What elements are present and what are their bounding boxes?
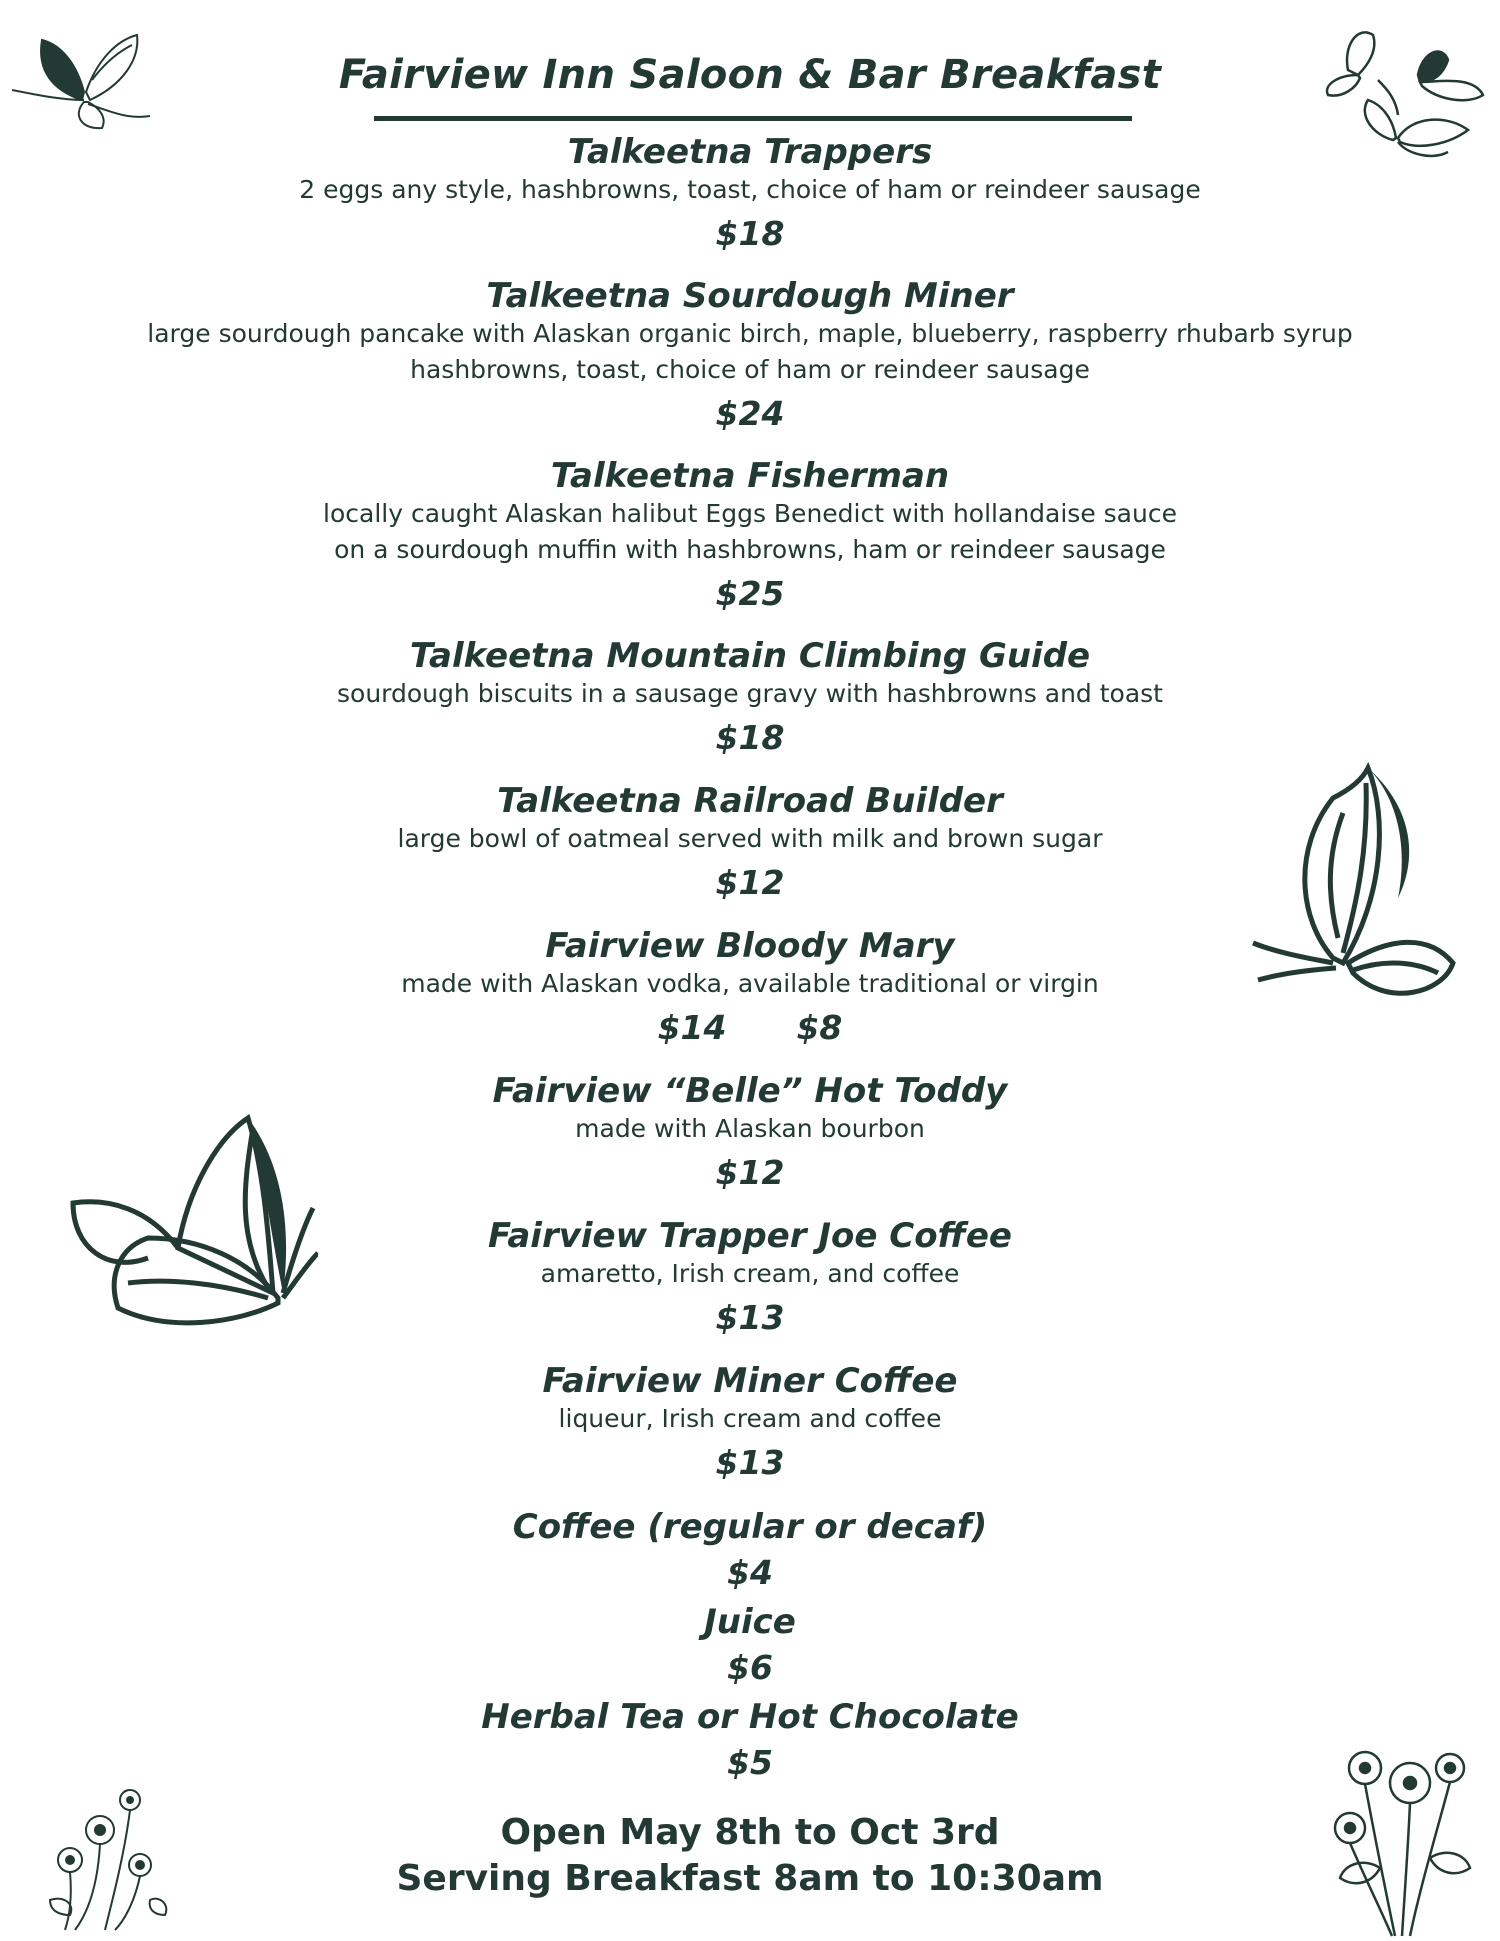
menu-item xyxy=(0,456,1500,614)
menu-item xyxy=(0,276,1500,434)
item-name: Talkeetna Mountain Climbing Guide xyxy=(409,636,1091,676)
butterfly-icon xyxy=(12,30,157,135)
item-name: Fairview Miner Coffee xyxy=(542,1361,958,1401)
butterfly-icon xyxy=(1248,758,1468,1008)
footer xyxy=(0,1810,1500,1902)
season-dates: Open May 8th to Oct 3rd xyxy=(500,1812,1000,1853)
title-underline xyxy=(374,116,1132,121)
menu-item xyxy=(0,132,1500,254)
item-description: sourdough biscuits in a sausage gravy with hashbrowns and toast xyxy=(337,679,1163,708)
item-price: $18 xyxy=(715,718,785,757)
item-name: Talkeetna Railroad Builder xyxy=(497,781,1003,821)
item-name: Coffee (regular or decaf) xyxy=(512,1507,988,1547)
item-price: $5 xyxy=(727,1743,773,1782)
item-description: large bowl of oatmeal served with milk and brown sugar xyxy=(397,824,1103,853)
item-price-row xyxy=(0,1008,1500,1048)
item-description: made with Alaskan bourbon xyxy=(575,1114,925,1143)
butterfly-icon xyxy=(68,1108,318,1348)
item-description: made with Alaskan vodka, available traditional or virgin xyxy=(401,969,1099,998)
item-price: $12 xyxy=(715,863,785,902)
item-price: $13 xyxy=(715,1298,785,1337)
menu-item xyxy=(0,1697,1500,1783)
item-price: $25 xyxy=(715,574,785,613)
item-name: Talkeetna Fisherman xyxy=(550,456,950,496)
menu-item xyxy=(0,1361,1500,1483)
serving-hours: Serving Breakfast 8am to 10:30am xyxy=(396,1858,1104,1899)
item-price: $6 xyxy=(727,1648,773,1687)
item-price: $12 xyxy=(715,1153,785,1192)
item-price: $14 xyxy=(657,1008,727,1047)
item-description: hashbrowns, toast, choice of ham or reindeer sausage xyxy=(410,355,1090,384)
item-name: Fairview “Belle” Hot Toddy xyxy=(492,1071,1008,1111)
item-name: Juice xyxy=(704,1602,796,1642)
item-price: $13 xyxy=(715,1443,785,1482)
item-name: Talkeetna Trappers xyxy=(567,132,933,172)
flowers-icon xyxy=(1320,1738,1480,1938)
item-name: Fairview Trapper Joe Coffee xyxy=(488,1216,1012,1256)
menu-item xyxy=(0,1602,1500,1688)
item-price: $24 xyxy=(715,394,785,433)
item-price-virgin: $8 xyxy=(796,1008,843,1047)
item-name: Fairview Bloody Mary xyxy=(545,926,955,966)
menu-title: Fairview Inn Saloon & Bar Breakfast xyxy=(338,52,1162,98)
item-price: $18 xyxy=(715,214,785,253)
item-price: $4 xyxy=(727,1553,773,1592)
item-description: liqueur, Irish cream and coffee xyxy=(558,1404,942,1433)
item-name: Talkeetna Sourdough Miner xyxy=(486,276,1014,316)
item-name: Herbal Tea or Hot Chocolate xyxy=(481,1697,1019,1737)
item-description: large sourdough pancake with Alaskan organic birch, maple, blueberry, raspberry rhubarb syrup xyxy=(147,319,1353,348)
menu-item xyxy=(0,636,1500,758)
butterflies-cluster-icon xyxy=(1318,20,1488,165)
item-description: locally caught Alaskan halibut Eggs Benedict with hollandaise sauce xyxy=(323,499,1177,528)
item-description: 2 eggs any style, hashbrowns, toast, choice of ham or reindeer sausage xyxy=(299,175,1201,204)
item-description: on a sourdough muffin with hashbrowns, ham or reindeer sausage xyxy=(334,535,1166,564)
flowers-icon xyxy=(30,1770,175,1935)
menu-item xyxy=(0,1507,1500,1593)
item-description: amaretto, Irish cream, and coffee xyxy=(540,1259,960,1288)
